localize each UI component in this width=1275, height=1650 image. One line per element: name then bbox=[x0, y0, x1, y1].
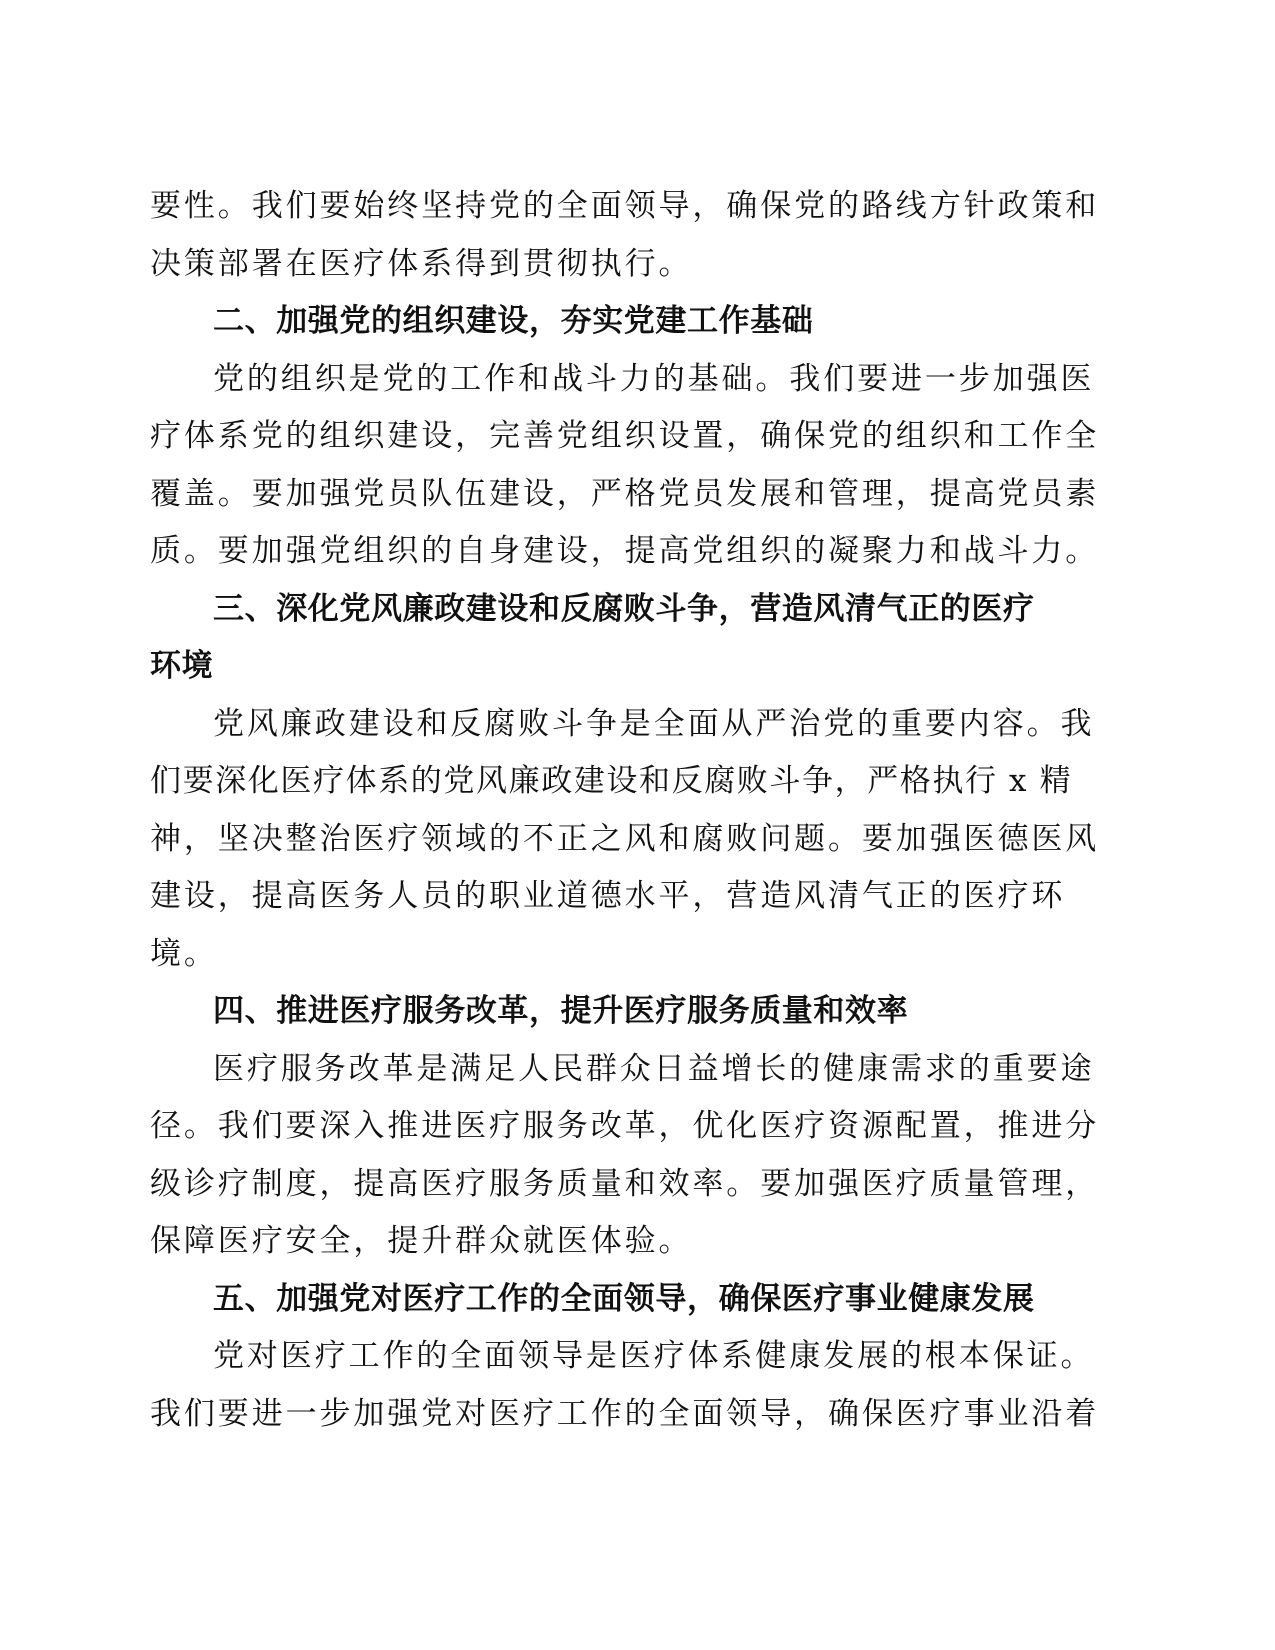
section-heading-4: 四、推进医疗服务改革，提升医疗服务质量和效率 bbox=[213, 993, 909, 1029]
body-line: 覆盖。要加强党员队伍建设，严格党员发展和管理，提高党员素 bbox=[150, 475, 1100, 512]
section-heading-3: 三、深化党风廉政建设和反腐败斗争，营造风清气正的医疗 bbox=[213, 590, 1035, 627]
section-heading-3-cont: 环境 bbox=[150, 648, 214, 684]
body-line: 党对医疗工作的全面领导是医疗体系健康发展的根本保证。 bbox=[213, 1338, 1095, 1374]
body-line: 疗体系党的组织建设，完善党组织设置，确保党的组织和工作全 bbox=[150, 418, 1100, 454]
section-heading-2: 二、加强党的组织建设，夯实党建工作基础 bbox=[213, 303, 814, 339]
body-line: 级诊疗制度，提高医疗服务质量和效率。要加强医疗质量管理， bbox=[150, 1165, 1100, 1202]
body-line: 医疗服务改革是满足人民群众日益增长的健康需求的重要途 bbox=[213, 1050, 1095, 1087]
section-heading-5: 五、加强党对医疗工作的全面领导，确保医疗事业健康发展 bbox=[213, 1280, 1035, 1317]
body-line: 保障医疗安全，提升群众就医体验。 bbox=[150, 1223, 693, 1259]
body-line: 我们要进一步加强党对医疗工作的全面领导，确保医疗事业沿着 bbox=[150, 1395, 1100, 1432]
document-body bbox=[150, 178, 1100, 1443]
body-line: 党的组织是党的工作和战斗力的基础。我们要进一步加强医 bbox=[213, 360, 1095, 397]
body-line: 神，坚决整治医疗领域的不正之风和腐败问题。要加强医德医风 bbox=[150, 820, 1100, 857]
body-line: 决策部署在医疗体系得到贯彻执行。 bbox=[150, 245, 693, 282]
body-line: 建设，提高医务人员的职业道德水平，营造风清气正的医疗环 bbox=[150, 878, 1066, 914]
body-line: 境。 bbox=[150, 935, 218, 972]
body-line: 要性。我们要始终坚持党的全面领导，确保党的路线方针政策和 bbox=[150, 188, 1100, 224]
body-line: 径。我们要深入推进医疗服务改革，优化医疗资源配置，推进分 bbox=[150, 1108, 1100, 1144]
body-line: 们要深化医疗体系的党风廉政建设和反腐败斗争，严格执行 x 精 bbox=[150, 763, 1073, 799]
body-line: 党风廉政建设和反腐败斗争是全面从严治党的重要内容。我 bbox=[213, 705, 1095, 742]
body-line: 质。要加强党组织的自身建设，提高党组织的凝聚力和战斗力。 bbox=[150, 533, 1100, 569]
